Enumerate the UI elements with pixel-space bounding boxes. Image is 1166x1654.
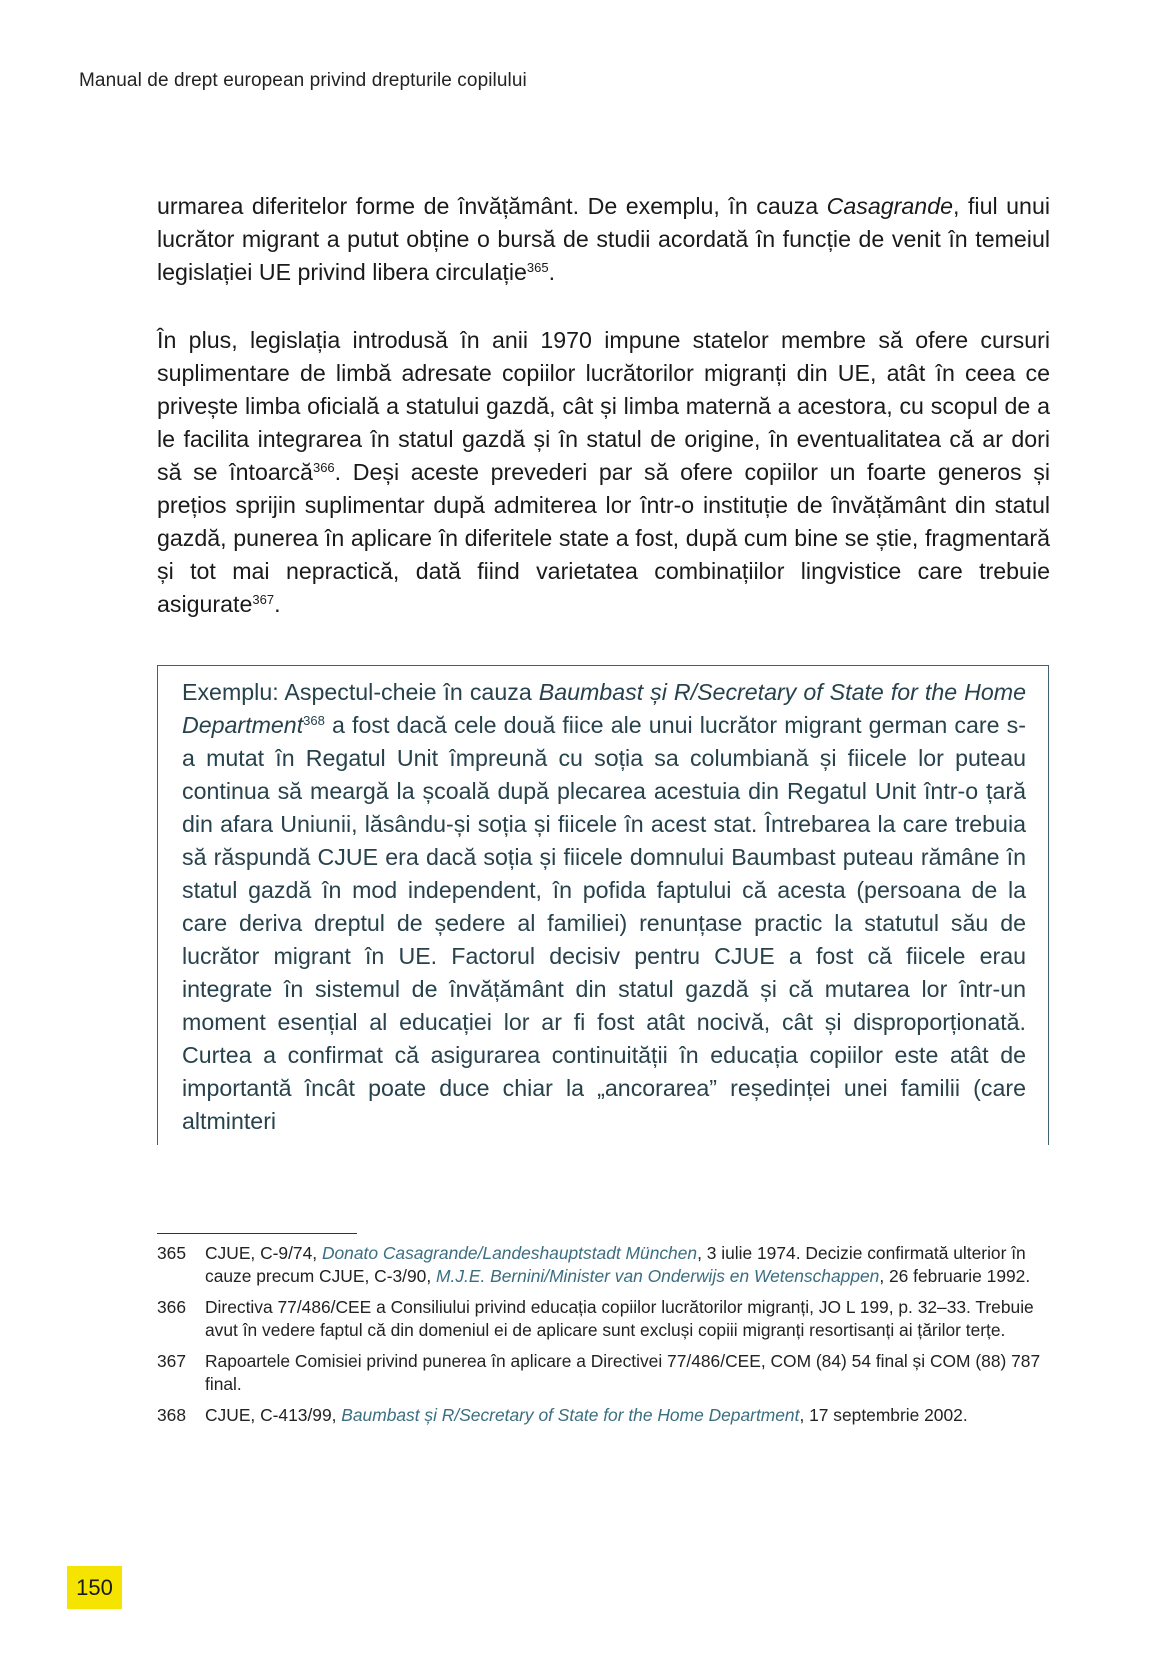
footnote-text: CJUE, C-413/99, Baumbast și R/Secretary of State for the Home Department, 17 septembrie 2002. <box>205 1405 968 1425</box>
footnote-text: Directiva 77/486/CEE a Consiliului privind educația copiilor lucrătorilor migranți, JO L 199, p. 32–33. Trebuie avut în vedere faptul că din domeniul ei de aplicare sunt excluși copiii migranți resortisanți ai țărilor terțe. <box>205 1297 1034 1340</box>
footnote-number: 365 <box>157 1243 187 1263</box>
footnote-number: 367 <box>157 1351 187 1371</box>
footnote-366 <box>157 1296 1050 1342</box>
case-link-bernini[interactable]: M.J.E. Bernini/Minister van Onderwijs en Wetenschappen <box>436 1266 880 1286</box>
page-number: 150 <box>67 1566 122 1609</box>
footnote-text: CJUE, C-9/74, Donato Casagrande/Landeshauptstadt München, 3 iulie 1974. Decizie confirmată ulterior în cauze precum CJUE, C-3/90, M.J.E. Bernini/Minister van Onderwijs en Wetenschappen, 26 februarie 1992. <box>205 1243 1031 1286</box>
example-text: Exemplu: Aspectul-cheie în cauza Baumbast și R/Secretary of State for the Home Department$^{368}$ a fost dacă cele două fiice ale unui lucrător migrant german care s-a mutat în Regatul Unit împreună cu soția sa columbiană și fiicele lor puteau continua să meargă la școală după plecarea acestuia din Regatul Unit într-o țară din afara Uniunii, lăsându-și soția și fiicele în acest stat. Întrebarea la care trebuia să răspundă CJUE era dacă soția și fiicele domnului Baumbast puteau rămâne în statul gazdă în mod independent, în pofida faptului că acesta (persoana de la care deriva dreptul de ședere al familiei) renunțase practic la statutul său de lucrător migrant în UE. Factorul decisiv pentru CJUE a fost că fiicele erau integrate în sistemul de învățământ din statul gazdă și că mutarea lor într-un moment esențial al educației lor ar fi fost atât nocivă, cât și disproporționată. Curtea a confirmat că asigurarea continuității în educația copiilor este atât de importantă încât poate duce chiar la „ancorarea” reședinței unei familii (care altminteri <box>182 679 1027 1134</box>
body-paragraph-1: urmarea diferitelor forme de învățământ. De exemplu, în cauza Casagrande, fiul unui lucrător migrant a putut obține o bursă de studii acordată în funcție de venit în temeiul legislației UE privind libera circulație$^{365}$. <box>157 193 1050 285</box>
footnotes <box>157 1242 1050 1435</box>
case-name-casagrande: Casagrande <box>826 193 953 219</box>
footnote-365 <box>157 1242 1050 1288</box>
case-link-casagrande[interactable]: Donato Casagrande/Landeshauptstadt München <box>321 1243 698 1263</box>
footnote-ref-368[interactable]: 368 <box>303 713 325 728</box>
footnote-368 <box>157 1404 1050 1427</box>
running-header: Manual de drept european privind drepturile copilului <box>79 70 527 91</box>
footnote-ref-365[interactable]: 365 <box>526 260 549 275</box>
case-name-baumbast: Baumbast și R/Secretary of State for the Home Department <box>182 679 1027 738</box>
example-box <box>157 665 1049 1145</box>
footnote-ref-367[interactable]: 367 <box>252 592 275 607</box>
footnote-number: 366 <box>157 1297 187 1317</box>
body-paragraph-2: În plus, legislația introdusă în anii 1970 impune statelor membre să ofere cursuri suplimentare de limbă adresate copiilor lucrătorilor migranți din UE, atât în ceea ce privește limba oficială a statului gazdă, cât și limba maternă a acestora, cu scopul de a le facilita integrarea în statul gazdă și în statul de origine, în eventualitatea că ar dori să se întoarcă$^{366}$. Deși aceste prevederi par să ofere copiilor un foarte generos și prețios sprijin suplimentar după admiterea lor într-o instituție de învățământ din statul gazdă, punerea în aplicare în diferitele state a fost, după cum bine se știe, fragmentară și tot mai nepractică, dată fiind varietatea combinațiilor lingvistice care trebuie asigurate$^{367}$. <box>157 327 1050 617</box>
footnote-ref-366[interactable]: 366 <box>312 460 335 475</box>
footnote-text: Rapoartele Comisiei privind punerea în aplicare a Directivei 77/486/CEE, COM (84) 54 final și COM (88) 787 final. <box>205 1351 1041 1394</box>
footnote-separator <box>157 1233 357 1234</box>
footnote-367 <box>157 1350 1050 1396</box>
case-link-baumbast[interactable]: Baumbast și R/Secretary of State for the Home Department <box>341 1405 800 1425</box>
footnote-number: 368 <box>157 1405 187 1425</box>
